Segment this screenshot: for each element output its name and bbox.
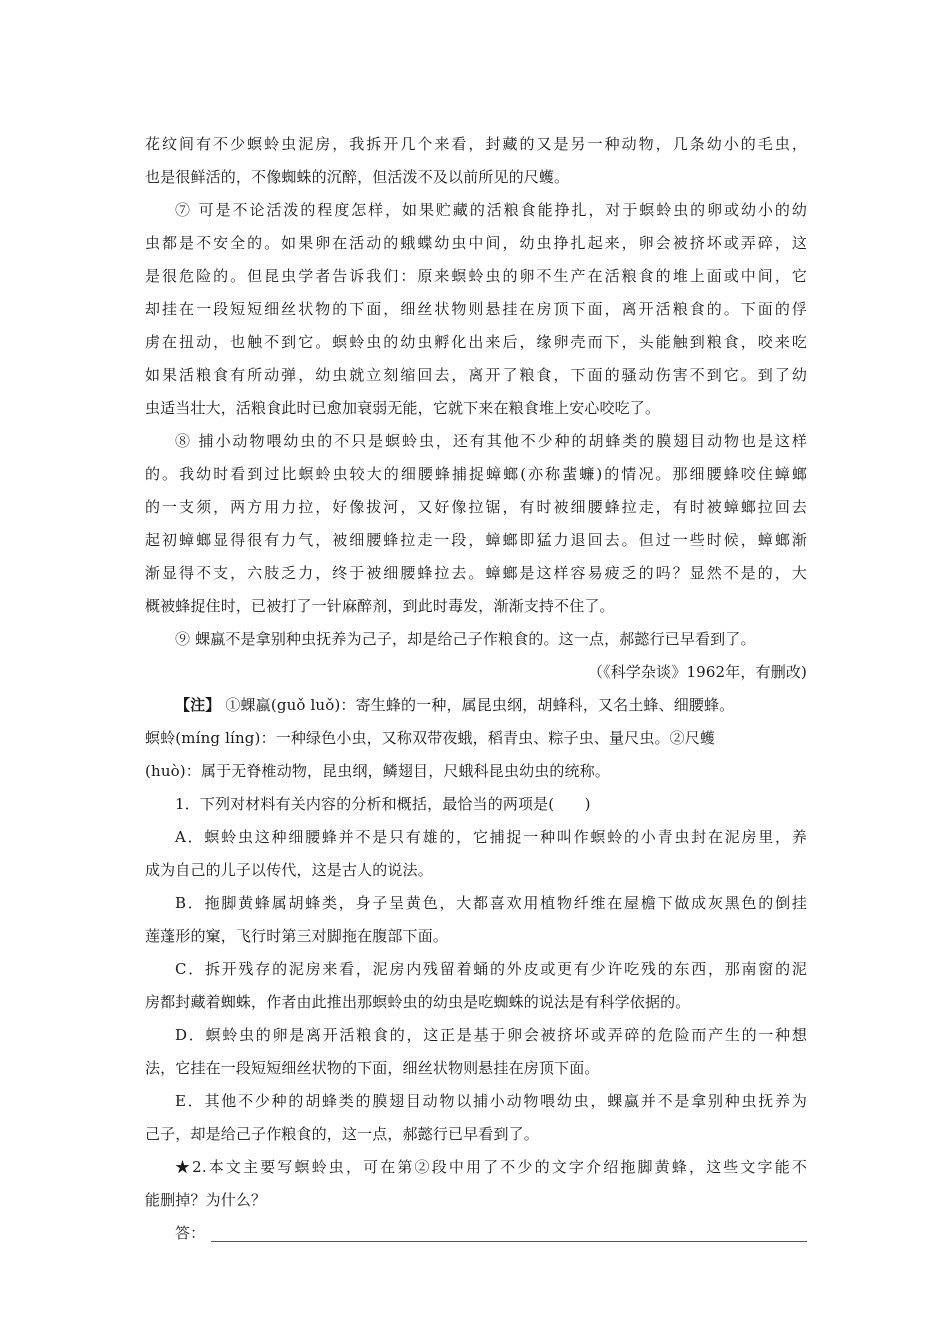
text-line: ⑨ 蜾蠃不是拿别种虫抚养为己子，却是给己子作粮食的。这一点，郝懿行已早看到了。 xyxy=(175,630,756,648)
text-line: 的一支须，两方用力拉，好像拔河，又好像拉锯，有时被细腰蜂拉走，有时被蟑螂拉回去 xyxy=(145,498,807,516)
option-b-cont: 莲蓬形的窠，飞行时第三对脚拖在腹部下面。 xyxy=(145,927,449,945)
question-1-stem: 1．下列对材料有关内容的分析和概括，最恰当的两项是( ) xyxy=(175,795,591,813)
source-citation: （《科学杂谈》1962年，有删改) xyxy=(587,663,807,681)
option-d: D．螟蛉虫的卵是离开活粮食的，这正是基于卵会被挤坏或弄碎的危险而产生的一种想 xyxy=(175,1026,807,1044)
option-c: C．拆开残存的泥房来看，泥房内残留着蛹的外皮或更有少许吃残的东西，那南窗的泥 xyxy=(175,960,807,978)
note-text: ①蜾蠃(guǒ luǒ)：寄生蜂的一种，属昆虫纲，胡蜂科，又名土蜂、细腰蜂。 xyxy=(225,696,735,714)
note-text: 螟蛉(míng líng)：一种绿色小虫，又称双带夜蛾，稻青虫、粽子虫、量尺虫。②尺蠖 xyxy=(145,729,716,747)
text-line: ⑧ 捕小动物喂幼虫的不只是螟蛉虫，还有其他不少种的胡蜂类的膜翅目动物也是这样 xyxy=(175,432,807,450)
question-2-stem: ★2.本文主要写螟蛉虫，可在第②段中用了不少的文字介绍拖脚黄蜂，这些文字能不 xyxy=(175,1158,807,1176)
text-line: 是很危险的。但昆虫学者告诉我们：原来螟蛉虫的卵不生产在活粮食的堆上面或中间，它 xyxy=(145,267,807,285)
text-line: 虫适当壮大，活粮食此时已愈加衰弱无能，它就下来在粮食堆上安心咬吃了。 xyxy=(145,399,661,417)
text-line: 起初蟑螂显得很有力气，被细腰蜂拉走一段，蟑螂即猛力退回去。但过一些时候，蟑螂渐 xyxy=(145,531,807,549)
text-line: 如果活粮食有所动弹，幼虫就立刻缩回去，离开了粮食，下面的骚动伤害不到它。到了幼 xyxy=(145,366,807,384)
text-line: 虏在扭动，也触不到它。螟蛉虫的幼虫孵化出来后，缘卵壳而下，头能触到粮食，咬来吃 xyxy=(145,333,807,351)
text-line: 也是很鲜活的，不像蜘蛛的沉醉，但活泼不及以前所见的尺蠖。 xyxy=(145,168,570,186)
option-b: B．拖脚黄蜂属胡蜂类，身子呈黄色，大都喜欢用植物纤维在屋檐下做成灰黑色的倒挂 xyxy=(175,894,807,912)
text-line: 却挂在一段短短细丝状物的下面，细丝状物则悬挂在房顶下面，离开活粮食的。下面的俘 xyxy=(145,300,807,318)
option-d-cont: 法，它挂在一段短短细丝状物的下面，细丝状物则悬挂在房顶下面。 xyxy=(145,1059,600,1077)
note-text: (huò)：属于无脊椎动物，昆虫纲，鳞翅目，尺蛾科昆虫幼虫的统称。 xyxy=(145,762,611,780)
answer-blank-line[interactable] xyxy=(211,1219,807,1242)
question-2-stem-cont: 能删掉？为什么？ xyxy=(145,1191,267,1209)
option-c-cont: 房都封藏着蜘蛛，作者由此推出那螟蛉虫的幼虫是吃蜘蛛的说法是有科学依据的。 xyxy=(145,993,691,1011)
option-a: A．螟蛉虫这种细腰蜂并不是只有雄的，它捕捉一种叫作螟蛉的小青虫封在泥房里，养 xyxy=(175,828,807,846)
option-e-cont: 己子，却是给己子作粮食的，这一点，郝懿行已早看到了。 xyxy=(145,1125,539,1143)
answer-row xyxy=(145,1217,807,1250)
option-e: E．其他不少种的胡蜂类的膜翅目动物以捕小动物喂幼虫，蜾蠃并不是拿别种虫抚养为 xyxy=(175,1092,807,1110)
answer-label: 答： xyxy=(175,1224,206,1242)
text-line: 虫都是不安全的。如果卵在活动的蛾蝶幼虫中间，幼虫挣扎起来，卵会被挤坏或弄碎，这 xyxy=(145,234,807,252)
option-a-cont: 成为自己的儿子以传代，这是古人的说法。 xyxy=(145,861,433,879)
document-page xyxy=(145,128,807,1250)
text-line: ⑦ 可是不论活泼的程度怎样，如果贮藏的活粮食能挣扎，对于螟蛉虫的卵或幼小的幼 xyxy=(175,201,807,219)
text-line: 概被蜂捉住时，已被打了一针麻醉剂，到此时毒发，渐渐支持不住了。 xyxy=(145,597,615,615)
note-label: 【注】 xyxy=(175,696,221,714)
note-first-line xyxy=(145,689,807,722)
text-line: 的。我幼时看到过比螟蛉虫较大的细腰蜂捕捉蟑螂(亦称蜚蠊)的情况。那细腰蜂咬住蟑螂 xyxy=(145,465,807,483)
text-line: 渐显得不支，六肢乏力，终于被细腰蜂拉去。蟑螂是这样容易疲乏的吗？显然不是的，大 xyxy=(145,564,807,582)
text-line: 花纹间有不少螟蛉虫泥房，我拆开几个来看，封藏的又是另一种动物，几条幼小的毛虫， xyxy=(145,135,807,153)
